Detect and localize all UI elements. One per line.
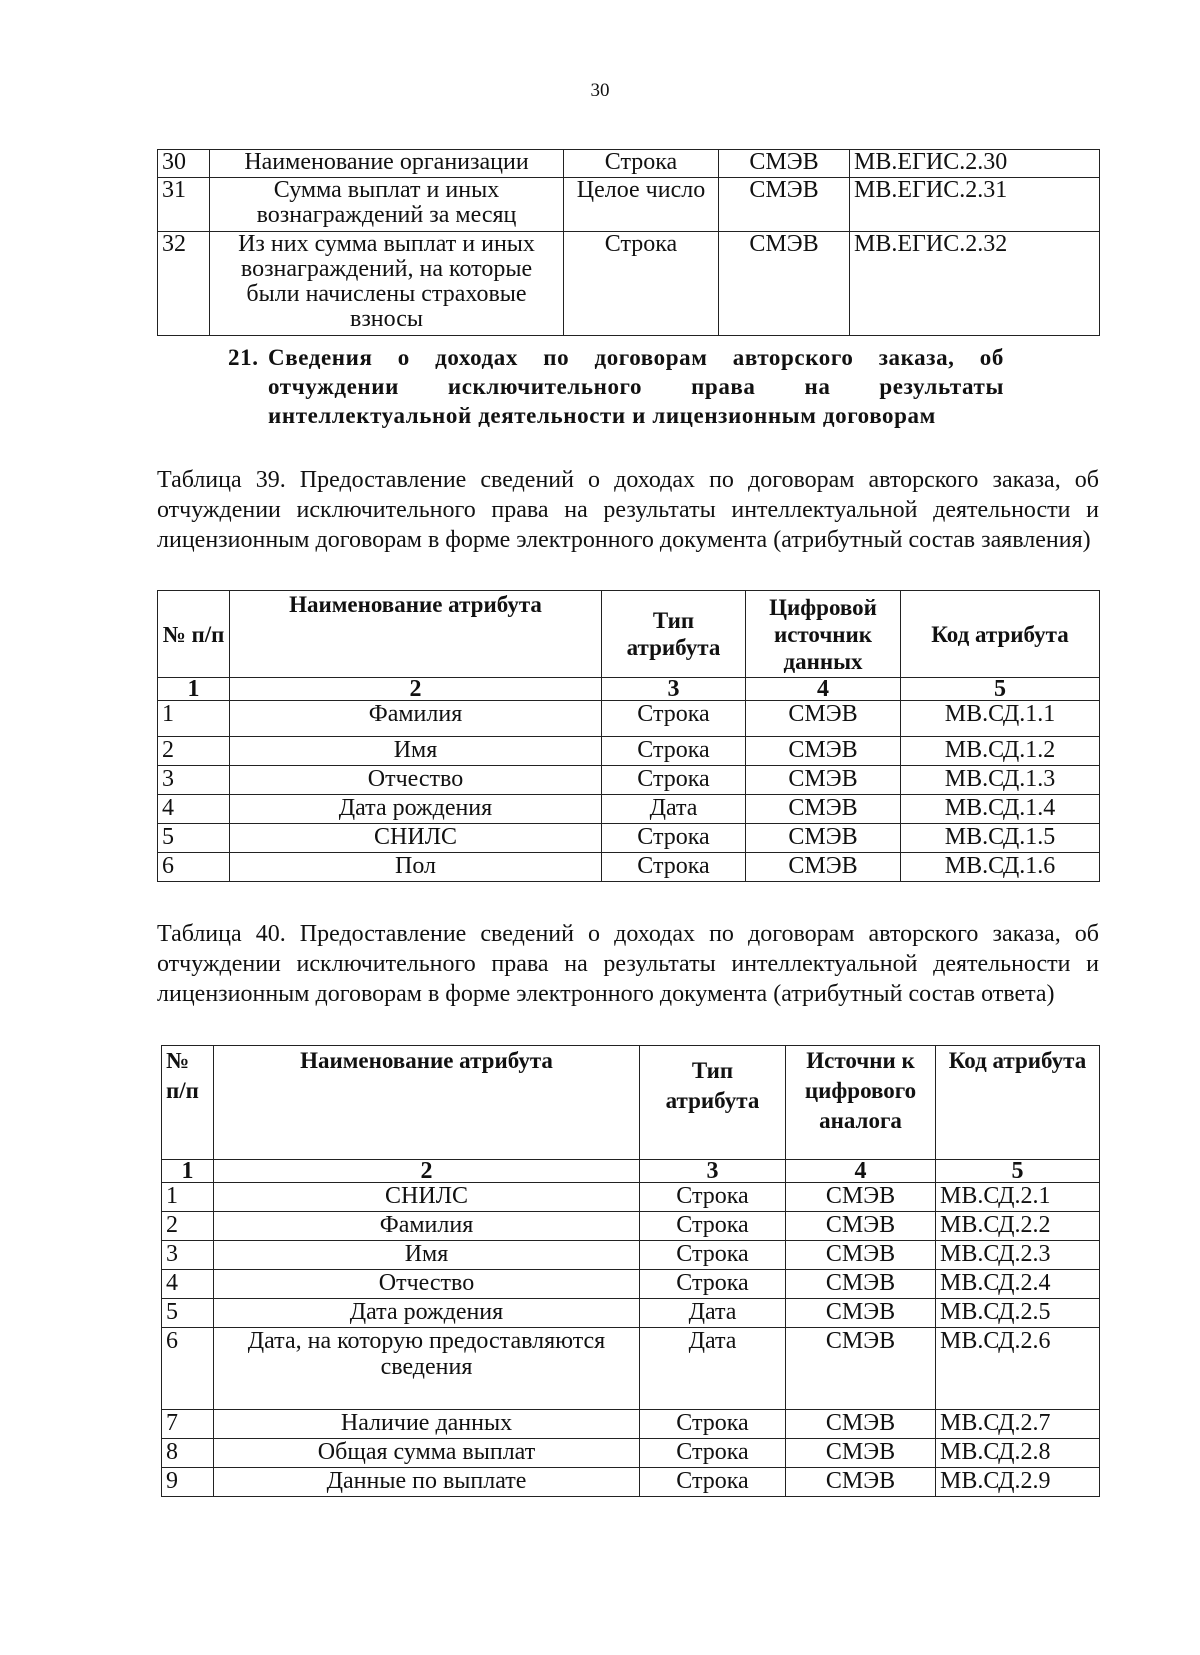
table-row	[158, 701, 1100, 737]
cell-type: Строка	[640, 1439, 786, 1468]
cell-type: Строка	[640, 1410, 786, 1439]
cell-type: Дата	[602, 795, 746, 824]
cell-source: СМЭВ	[746, 701, 901, 737]
table-row	[158, 150, 1100, 178]
cell-name: Дата, на которую предоставляются сведения	[214, 1328, 640, 1410]
table-row	[158, 232, 1100, 336]
cell-type: Дата	[640, 1299, 786, 1328]
cell-code: МВ.СД.2.7	[936, 1410, 1100, 1439]
table-header-row	[162, 1046, 1100, 1160]
section-number: 21.	[228, 345, 259, 370]
table-row	[158, 737, 1100, 766]
cell-type: Строка	[602, 737, 746, 766]
cell-number: 5	[162, 1299, 214, 1328]
cell-type: Строка	[602, 701, 746, 737]
cell-type: Строка	[640, 1241, 786, 1270]
cell-source: СМЭВ	[786, 1270, 936, 1299]
header-name: Наименование атрибута	[230, 591, 602, 678]
cell-type: Строка	[640, 1212, 786, 1241]
cell-source: СМЭВ	[746, 766, 901, 795]
cell-code: МВ.СД.2.9	[936, 1468, 1100, 1497]
cell-type: Строка	[640, 1270, 786, 1299]
cell-type: Строка	[640, 1183, 786, 1212]
cell-name: Дата рождения	[214, 1299, 640, 1328]
table40	[161, 1045, 1100, 1497]
cell-source: СМЭВ	[786, 1241, 936, 1270]
cell-type: Строка	[564, 232, 719, 336]
cell-code: МВ.СД.2.4	[936, 1270, 1100, 1299]
cell-code: МВ.СД.2.6	[936, 1328, 1100, 1410]
col-number: 3	[602, 678, 746, 701]
cell-name: Наименование организации	[210, 150, 564, 178]
cell-name: Имя	[214, 1241, 640, 1270]
cell-source: СМЭВ	[746, 795, 901, 824]
cell-number: 32	[158, 232, 210, 336]
cell-source: СМЭВ	[746, 737, 901, 766]
cell-code: МВ.ЕГИС.2.31	[850, 178, 1100, 232]
cell-code: МВ.СД.2.3	[936, 1241, 1100, 1270]
cell-source: СМЭВ	[746, 824, 901, 853]
cell-source: СМЭВ	[746, 853, 901, 882]
cell-code: МВ.СД.2.5	[936, 1299, 1100, 1328]
header-code: Код атрибута	[901, 591, 1100, 678]
cell-code: МВ.СД.1.3	[901, 766, 1100, 795]
cell-type: Строка	[602, 766, 746, 795]
cell-number: 2	[162, 1212, 214, 1241]
cell-code: МВ.СД.2.1	[936, 1183, 1100, 1212]
cell-name: Имя	[230, 737, 602, 766]
column-number-row	[158, 678, 1100, 701]
header-type: Тип атрибута	[640, 1046, 786, 1160]
header-name: Наименование атрибута	[214, 1046, 640, 1160]
cell-code: МВ.СД.1.1	[901, 701, 1100, 737]
table-row	[162, 1241, 1100, 1270]
header-source: Цифровой источник данных	[746, 591, 901, 678]
table39-caption: Таблица 39. Предоставление сведений о доходах по договорам авторского заказа, об отчуждении исключительного права на результаты интеллектуальной деятельности и лицензионным договорам в форме электронного документа (атрибутный состав заявления)	[157, 467, 1099, 553]
cell-code: МВ.СД.1.5	[901, 824, 1100, 853]
cell-number: 4	[158, 795, 230, 824]
cell-source: СМЭВ	[786, 1299, 936, 1328]
table-row	[162, 1328, 1100, 1410]
cell-name: СНИЛС	[214, 1183, 640, 1212]
cell-name: Отчество	[230, 766, 602, 795]
cell-code: МВ.СД.2.2	[936, 1212, 1100, 1241]
cell-name: Фамилия	[214, 1212, 640, 1241]
table-row	[158, 766, 1100, 795]
cell-type: Строка	[602, 853, 746, 882]
cell-name: Сумма выплат и иных вознаграждений за месяц	[210, 178, 564, 232]
table-row	[158, 795, 1100, 824]
column-number-row	[162, 1160, 1100, 1183]
cell-source: СМЭВ	[786, 1468, 936, 1497]
cell-name: Дата рождения	[230, 795, 602, 824]
table-header-row	[158, 591, 1100, 678]
cell-number: 5	[158, 824, 230, 853]
continuation-table	[157, 149, 1100, 336]
cell-number: 1	[162, 1183, 214, 1212]
cell-number: 31	[158, 178, 210, 232]
cell-name: Из них сумма выплат и иных вознаграждений, на которые были начислены страховые взносы	[210, 232, 564, 336]
table39	[157, 590, 1100, 882]
cell-type: Дата	[640, 1328, 786, 1410]
table-row	[162, 1299, 1100, 1328]
header-type: Тип атрибута	[602, 591, 746, 678]
cell-name: Фамилия	[230, 701, 602, 737]
cell-source: СМЭВ	[786, 1183, 936, 1212]
table-row	[162, 1410, 1100, 1439]
table-row	[162, 1270, 1100, 1299]
cell-code: МВ.СД.1.2	[901, 737, 1100, 766]
table40-caption: Таблица 40. Предоставление сведений о доходах по договорам авторского заказа, об отчуждении исключительного права на результаты интеллектуальной деятельности и лицензионным договорам в форме электронного документа (атрибутный состав ответа)	[157, 921, 1099, 1007]
cell-code: МВ.ЕГИС.2.30	[850, 150, 1100, 178]
cell-number: 4	[162, 1270, 214, 1299]
cell-name: Данные по выплате	[214, 1468, 640, 1497]
col-number: 1	[162, 1160, 214, 1183]
col-number: 4	[786, 1160, 936, 1183]
cell-number: 8	[162, 1439, 214, 1468]
cell-name: Наличие данных	[214, 1410, 640, 1439]
table-row	[162, 1468, 1100, 1497]
header-number: № п/п	[158, 591, 230, 678]
cell-source: СМЭВ	[719, 150, 850, 178]
cell-name: Общая сумма выплат	[214, 1439, 640, 1468]
cell-code: МВ.ЕГИС.2.32	[850, 232, 1100, 336]
cell-number: 6	[158, 853, 230, 882]
cell-source: СМЭВ	[786, 1212, 936, 1241]
cell-number: 3	[158, 766, 230, 795]
col-number: 3	[640, 1160, 786, 1183]
col-number: 1	[158, 678, 230, 701]
section-heading	[228, 343, 1004, 430]
cell-code: МВ.СД.1.6	[901, 853, 1100, 882]
cell-number: 2	[158, 737, 230, 766]
cell-number: 9	[162, 1468, 214, 1497]
cell-name: Пол	[230, 853, 602, 882]
cell-name: СНИЛС	[230, 824, 602, 853]
page-number: 30	[590, 80, 610, 101]
cell-number: 7	[162, 1410, 214, 1439]
table-row	[158, 824, 1100, 853]
cell-source: СМЭВ	[719, 178, 850, 232]
cell-type: Строка	[602, 824, 746, 853]
cell-type: Строка	[564, 150, 719, 178]
cell-code: МВ.СД.2.8	[936, 1439, 1100, 1468]
table-row	[158, 178, 1100, 232]
cell-number: 1	[158, 701, 230, 737]
cell-number: 30	[158, 150, 210, 178]
cell-number: 6	[162, 1328, 214, 1410]
header-source: Источни к цифрового аналога	[786, 1046, 936, 1160]
table-row	[162, 1212, 1100, 1241]
cell-source: СМЭВ	[786, 1328, 936, 1410]
cell-number: 3	[162, 1241, 214, 1270]
cell-source: СМЭВ	[786, 1439, 936, 1468]
cell-source: СМЭВ	[719, 232, 850, 336]
col-number: 4	[746, 678, 901, 701]
table-row	[162, 1439, 1100, 1468]
col-number: 2	[214, 1160, 640, 1183]
header-code: Код атрибута	[936, 1046, 1100, 1160]
col-number: 5	[936, 1160, 1100, 1183]
table-row	[158, 853, 1100, 882]
section-title: Сведения о доходах по договорам авторского заказа, об отчуждении исключительного права на результаты интеллектуальной деятельности и лицензионным договорам	[268, 345, 1004, 428]
cell-type: Строка	[640, 1468, 786, 1497]
cell-source: СМЭВ	[786, 1410, 936, 1439]
table-row	[162, 1183, 1100, 1212]
col-number: 5	[901, 678, 1100, 701]
cell-type: Целое число	[564, 178, 719, 232]
header-number: № п/п	[162, 1046, 214, 1160]
cell-code: МВ.СД.1.4	[901, 795, 1100, 824]
col-number: 2	[230, 678, 602, 701]
cell-name: Отчество	[214, 1270, 640, 1299]
